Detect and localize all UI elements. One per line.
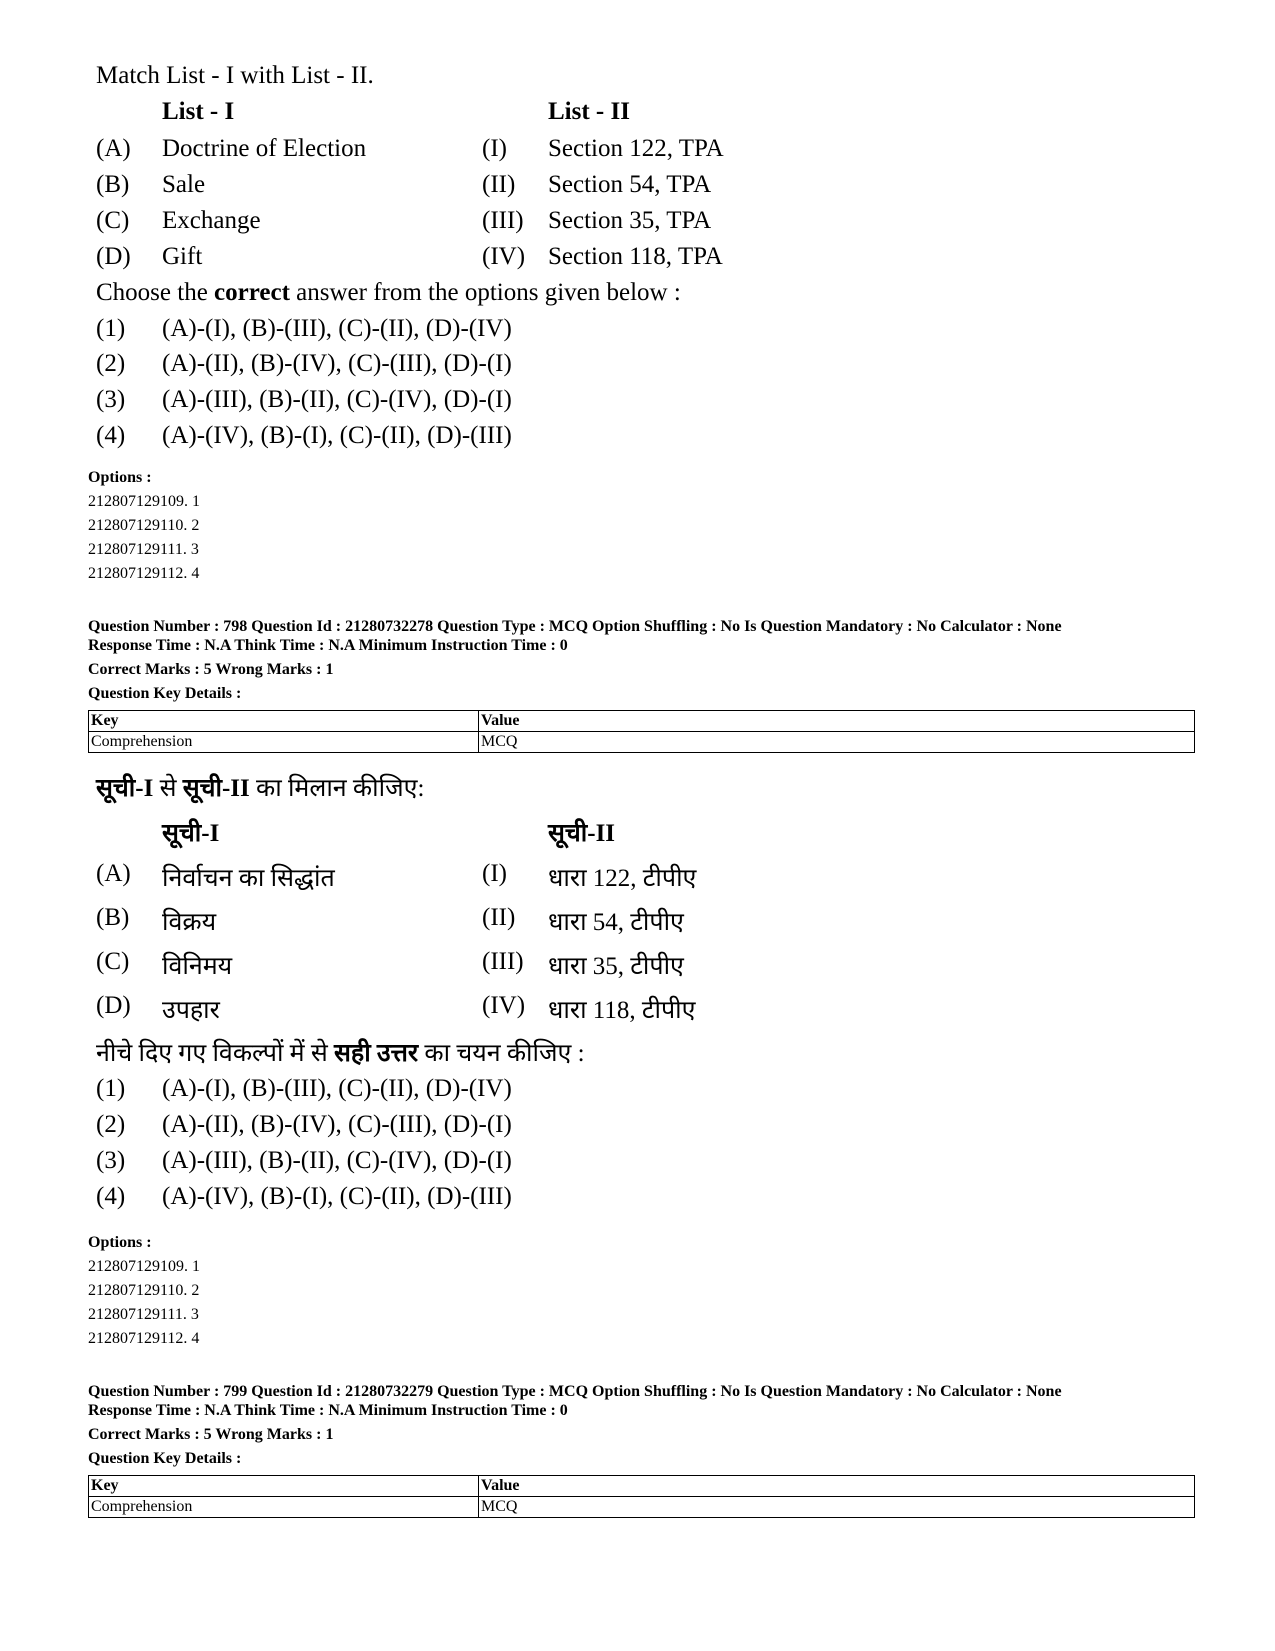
question-meta-line: Response Time : N.A Think Time : N.A Minimum Instruction Time : 0 xyxy=(88,1402,568,1419)
option-item: 212807129110. 2 xyxy=(88,517,200,534)
answer-text: (A)-(IV), (B)-(I), (C)-(II), (D)-(III) xyxy=(162,422,512,449)
list1-text: निर्वाचन का सिद्धांत xyxy=(162,865,335,892)
table-row xyxy=(89,1497,1195,1518)
choose-pre: नीचे दिए गए विकल्पों में से xyxy=(96,1040,335,1067)
answer-num: (3) xyxy=(96,386,126,413)
choose-bold: सही उत्तर xyxy=(334,1040,419,1067)
list2-text: Section 122, TPA xyxy=(548,135,724,162)
list2-id: (IV) xyxy=(482,992,526,1019)
question-meta-line: Question Number : 799 Question Id : 21280732279 Question Type : MCQ Option Shuffling : No Is Question Mandatory : No Calculator : None xyxy=(88,1383,1062,1400)
answer-num: (3) xyxy=(96,1147,126,1174)
list2-id: (II) xyxy=(482,171,516,198)
option-item: 212807129112. 4 xyxy=(88,1330,200,1347)
list2-header-hi: सूची-II xyxy=(548,820,616,847)
list1-id: (B) xyxy=(96,904,130,931)
list1-text: उपहार xyxy=(162,997,220,1024)
option-item: 212807129110. 2 xyxy=(88,1282,200,1299)
value-cell: MCQ xyxy=(479,732,1195,753)
answer-text: (A)-(IV), (B)-(I), (C)-(II), (D)-(III) xyxy=(162,1183,512,1210)
table-header-row xyxy=(89,711,1195,732)
answer-num: (2) xyxy=(96,1111,126,1138)
options-header: Options : xyxy=(88,469,152,486)
list1-id: (A) xyxy=(96,860,131,887)
list2-text: Section 54, TPA xyxy=(548,171,712,198)
choose-instruction-hi xyxy=(96,1035,585,1069)
options-header: Options : xyxy=(88,1234,152,1251)
answer-text: (A)-(II), (B)-(IV), (C)-(III), (D)-(I) xyxy=(162,350,512,377)
list1-id: (C) xyxy=(96,948,130,975)
option-item: 212807129109. 1 xyxy=(88,1258,200,1275)
list1-text: Gift xyxy=(162,243,203,270)
option-item: 212807129111. 3 xyxy=(88,541,199,558)
answer-text: (A)-(II), (B)-(IV), (C)-(III), (D)-(I) xyxy=(162,1111,512,1138)
list1-header-hi: सूची-I xyxy=(162,820,220,847)
question-meta-line: Response Time : N.A Think Time : N.A Minimum Instruction Time : 0 xyxy=(88,637,568,654)
key-cell: Comprehension xyxy=(89,1497,479,1518)
list2-text: धारा 122, टीपीए xyxy=(548,865,697,892)
list1-text: विक्रय xyxy=(162,909,217,936)
prompt-bold: सूची-II xyxy=(182,775,250,802)
choose-post: का चयन कीजिए : xyxy=(418,1040,585,1067)
question-meta-line: Question Number : 798 Question Id : 21280732278 Question Type : MCQ Option Shuffling : No Is Question Mandatory : No Calculator : None xyxy=(88,618,1062,635)
answer-text: (A)-(I), (B)-(III), (C)-(II), (D)-(IV) xyxy=(162,315,512,342)
answer-num: (4) xyxy=(96,1183,126,1210)
list1-text: विनिमय xyxy=(162,953,233,980)
list2-id: (I) xyxy=(482,860,507,887)
key-header: Key xyxy=(89,1476,479,1497)
list2-id: (III) xyxy=(482,207,524,234)
list2-id: (II) xyxy=(482,904,516,931)
prompt-mid: का मिलान कीजिए: xyxy=(249,775,425,802)
answer-num: (4) xyxy=(96,422,126,449)
key-cell: Comprehension xyxy=(89,732,479,753)
list2-text: Section 118, TPA xyxy=(548,243,723,270)
list1-text: Doctrine of Election xyxy=(162,135,367,162)
list2-id: (IV) xyxy=(482,243,526,270)
list1-id: (D) xyxy=(96,992,131,1019)
list2-text: धारा 118, टीपीए xyxy=(548,997,696,1024)
question-prompt-en: Match List - I with List - II. xyxy=(96,62,374,89)
marks-line: Correct Marks : 5 Wrong Marks : 1 xyxy=(88,661,334,678)
prompt-bold: सूची-I xyxy=(96,775,154,802)
table-header-row xyxy=(89,1476,1195,1497)
choose-post: answer from the options given below : xyxy=(289,279,681,306)
answer-num: (1) xyxy=(96,1075,126,1102)
answer-num: (1) xyxy=(96,315,126,342)
marks-line: Correct Marks : 5 Wrong Marks : 1 xyxy=(88,1426,334,1443)
list1-text: Sale xyxy=(162,171,206,198)
value-header: Value xyxy=(479,1476,1195,1497)
list1-text: Exchange xyxy=(162,207,261,234)
option-item: 212807129111. 3 xyxy=(88,1306,199,1323)
value-header: Value xyxy=(479,711,1195,732)
answer-num: (2) xyxy=(96,350,126,377)
choose-bold: correct xyxy=(214,279,290,306)
list1-header-en: List - I xyxy=(162,98,235,125)
list1-id: (A) xyxy=(96,135,131,162)
key-header: Key xyxy=(89,711,479,732)
list2-id: (III) xyxy=(482,948,524,975)
list2-text: धारा 35, टीपीए xyxy=(548,953,684,980)
key-details-table xyxy=(88,1475,1195,1518)
option-item: 212807129109. 1 xyxy=(88,493,200,510)
table-row xyxy=(89,732,1195,753)
list1-id: (C) xyxy=(96,207,130,234)
key-details-label: Question Key Details : xyxy=(88,1450,242,1467)
list2-text: धारा 54, टीपीए xyxy=(548,909,684,936)
key-details-table xyxy=(88,710,1195,753)
question-prompt-hi xyxy=(96,770,424,804)
list2-header-en: List - II xyxy=(548,98,630,125)
list2-text: Section 35, TPA xyxy=(548,207,712,234)
choose-instruction-en xyxy=(96,279,681,307)
key-details-label: Question Key Details : xyxy=(88,685,242,702)
answer-text: (A)-(III), (B)-(II), (C)-(IV), (D)-(I) xyxy=(162,1147,512,1174)
list2-id: (I) xyxy=(482,135,507,162)
choose-pre: Choose the xyxy=(96,279,215,306)
value-cell: MCQ xyxy=(479,1497,1195,1518)
option-item: 212807129112. 4 xyxy=(88,565,200,582)
prompt-mid: से xyxy=(153,775,183,802)
answer-text: (A)-(I), (B)-(III), (C)-(II), (D)-(IV) xyxy=(162,1075,512,1102)
list1-id: (B) xyxy=(96,171,130,198)
answer-text: (A)-(III), (B)-(II), (C)-(IV), (D)-(I) xyxy=(162,386,512,413)
list1-id: (D) xyxy=(96,243,131,270)
